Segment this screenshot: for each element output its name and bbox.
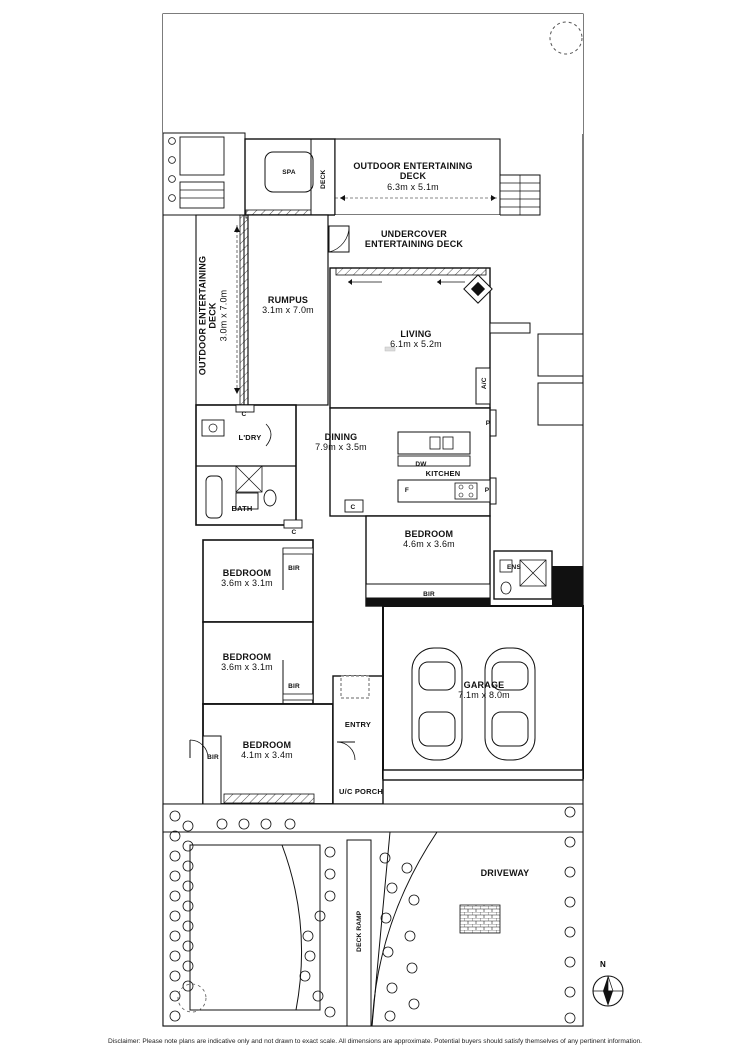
room-label-entry [334,719,382,730]
room-name: BIR [288,565,300,572]
room-name: BIR [288,683,300,690]
room-name: C [291,529,297,536]
rear-stairs [500,175,540,215]
room-dims: 4.6m x 3.6m [403,539,455,550]
room-name: BIR [423,591,435,598]
room-name: ENTRY [344,720,372,729]
room-dims: 6.3m x 5.1m [387,181,439,192]
rear-yard [163,14,583,134]
room-name: L'DRY [238,433,262,442]
room-name: OUTDOOR ENTERTAINING DECK [353,161,473,182]
room-label-cupboard-laundry [236,408,252,418]
room-label-cupboard-dining [345,501,361,511]
room-name: U/C PORCH [339,787,383,796]
room-name: OUTDOOR ENTERTAINING DECK [197,255,218,376]
room-name: KITCHEN [425,469,461,478]
room-label-bedroom-master [389,529,469,550]
room-label-pantry-upper [478,417,498,427]
room-label-living [376,329,456,350]
room-name: BEDROOM [242,740,292,750]
room-label-bir-master [419,588,439,598]
room-name: GARAGE [463,680,505,690]
room-dims: 3.1m x 7.0m [262,305,314,316]
disclaimer-text: Disclaimer: Please note plans are indicative only and not drawn to exact scale. All dimensions are approximate. Potential buyers should satisfy themselves of any pertinent information. [107,1038,642,1045]
room-name: P [484,487,490,494]
room-label-deck [317,159,327,199]
room-label-kitchen [414,468,472,479]
room-name: SPA [282,169,296,176]
room-label-spa [269,166,309,176]
room-label-bath [221,503,263,514]
room-label-outdoor-entertaining-deck-top [348,161,478,192]
room-dims: 3.6m x 3.1m [221,662,273,673]
room-label-cupboard-bed [286,526,302,536]
room-name: BATH [231,504,253,513]
room-label-rumpus [248,295,328,316]
room-dims: 7.1m x 8.0m [458,690,510,701]
room-name: P [485,420,491,427]
room-dims: 3.0m x 7.0m [218,289,229,342]
room-name: A/C [480,377,488,390]
room-name: BEDROOM [404,529,454,539]
room-label-driveway [465,868,545,878]
room-label-bedroom-3 [207,652,287,673]
room-name: DRIVEWAY [480,868,530,878]
room-dims: 6.1m x 5.2m [390,339,442,350]
room-label-dining [305,432,377,453]
room-dims: 3.6m x 3.1m [221,578,273,589]
upper-left-service [163,133,245,215]
room-label-bir-bed4 [203,751,223,761]
room-name: LIVING [400,329,432,339]
room-label-bir-bed2 [284,562,304,572]
front-yard [163,804,583,1026]
room-dims: 4.1m x 3.4m [241,750,293,761]
room-name: F [404,487,410,494]
room-label-bedroom-4 [227,740,307,761]
room-label-undercover-deck [349,229,479,250]
room-name: C [350,504,356,511]
room-label-outdoor-deck-left [197,256,228,376]
room-name: DECK [319,169,327,189]
room-name: DINING [324,432,358,442]
room-name: C [241,411,247,418]
room-label-deck-ramp [353,898,363,964]
room-name: ENS [507,564,521,571]
room-name: BIR [207,754,219,761]
room-name: DW [415,461,427,468]
room-dims: 7.9m x 3.5m [315,442,367,453]
room-name: RUMPUS [267,295,309,305]
room-label-garage [444,680,524,701]
room-label-laundry [226,432,274,443]
compass-north-label: N [600,960,606,969]
room-label-fridge [400,484,414,494]
compass-rose [585,960,631,1012]
room-name: DECK RAMP [355,910,363,952]
room-label-ensuite [502,561,526,571]
room-label-ac [478,363,488,403]
room-label-dishwasher [410,458,432,468]
room-label-uc-porch [338,786,384,797]
room-label-bedroom-2 [207,568,287,589]
room-label-pantry-lower [480,484,494,494]
room-name: BEDROOM [222,652,272,662]
room-label-bir-bed3 [284,680,304,690]
room-name: BEDROOM [222,568,272,578]
room-name: UNDERCOVER ENTERTAINING DECK [364,229,464,250]
